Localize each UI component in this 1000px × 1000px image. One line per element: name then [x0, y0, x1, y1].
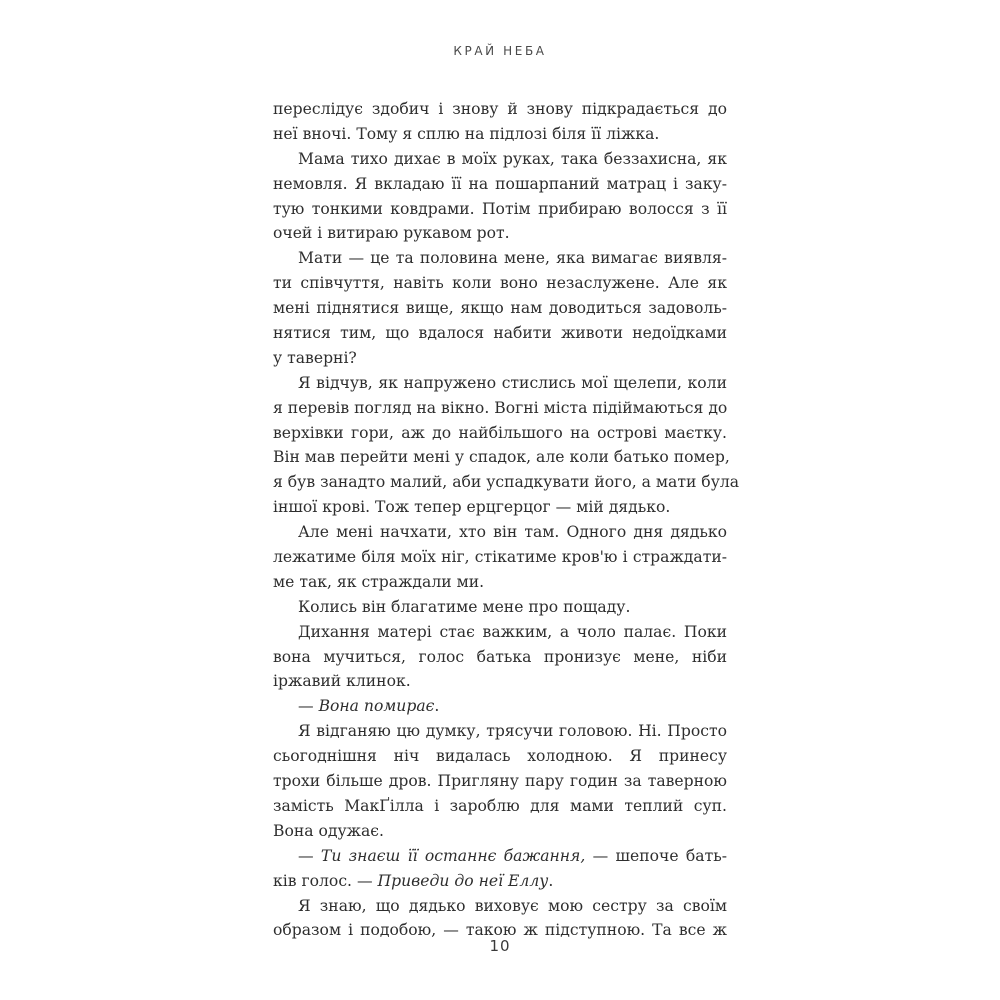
text-line: неї вночі. Тому я сплю на підлозі біля її ліжка. — [273, 124, 660, 143]
page-number: 10 — [489, 937, 511, 955]
text-line: у таверні? — [273, 348, 357, 367]
text-line: трохи більше дров. Пригляну пару годин за таверною — [273, 772, 727, 791]
text-line: іншої крові. Тож тепер ерцгерцог — мій дядько. — [273, 498, 671, 517]
text-segment: . — [434, 697, 440, 716]
text-line: тую тонкими ковдрами. Потім прибираю волосся з її — [273, 199, 727, 218]
text-segment: — шепоче бать- — [585, 846, 727, 865]
text-line: Мати — це та половина мене, яка вимагає виявля- — [298, 249, 727, 268]
text-line: Мама тихо дихає в моїх руках, така беззахисна, як — [298, 149, 727, 168]
text-line: немовля. Я вкладаю її на пошарпаний матрац і заку- — [273, 174, 727, 193]
italic-speech: Ти знаєш її останнє бажання, — [320, 846, 586, 865]
text-segment: — — [298, 697, 319, 716]
text-line: очей і витираю рукавом рот. — [273, 224, 510, 243]
text-line: ме так, як страждали ми. — [273, 572, 485, 591]
text-line: образом і подобою, — такою ж підступною. Та все ж — [273, 921, 727, 940]
italic-speech: Приведи до неї Еллу — [377, 871, 549, 890]
text-line — [273, 844, 727, 869]
text-line: сьогоднішня ніч видалась холодною. Я принесу — [273, 747, 727, 766]
text-line: мені піднятися вище, якщо нам доводиться задоволь- — [273, 299, 727, 318]
running-head: КРАЙ НЕБА — [453, 44, 547, 58]
text-line: верхівки гори, аж до найбільшого на острові маєтку. — [273, 423, 727, 442]
text-line: я був занадто малий, аби успадкувати його, а мати була — [273, 473, 740, 492]
text-line: Вона одужає. — [273, 821, 384, 840]
italic-speech: Вона помирає — [318, 697, 435, 716]
text-line — [273, 869, 727, 894]
text-line: замість МакҐілла і зароблю для мами теплий суп. — [273, 796, 727, 815]
text-line: лежатиме біля моїх ніг, стікатиме кров'ю і страждати- — [273, 548, 727, 567]
text-segment: . — [548, 871, 554, 890]
text-line: Він мав перейти мені у спадок, але коли батько помер, — [273, 448, 730, 467]
text-segment: — — [298, 846, 321, 865]
text-line: Я відчув, як напружено стислись мої щелепи, коли — [298, 373, 727, 392]
text-line: вона мучиться, голос батька пронизує мене, ніби — [273, 647, 727, 666]
text-line: Колись він благатиме мене про пощаду. — [298, 597, 631, 616]
text-line: я перевів погляд на вікно. Вогні міста підіймаються до — [273, 398, 728, 417]
text-line: переслідує здобич і знову й знову підкрадається до — [273, 100, 727, 118]
text-line: нятися тим, що вдалося набити животи недоїдками — [273, 324, 727, 343]
text-line — [273, 694, 727, 719]
text-segment: ків голос. — — [273, 871, 378, 890]
text-line: іржавий клинок. — [273, 672, 411, 691]
text-line: Але мені начхати, хто він там. Одного дня дядько — [298, 523, 727, 542]
body-text — [273, 97, 740, 943]
text-line: Я знаю, що дядько виховує мою сестру за своїм — [298, 896, 727, 915]
text-line: Я відганяю цю думку, трясучи головою. Ні. Просто — [298, 722, 727, 741]
text-line: ти співчуття, навіть коли воно незаслужене. Але як — [273, 274, 727, 293]
text-line: Дихання матері стає важким, а чоло палає. Поки — [298, 622, 727, 641]
